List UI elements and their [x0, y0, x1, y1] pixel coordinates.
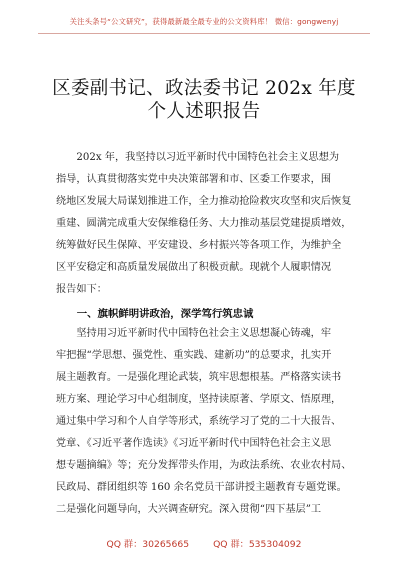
text-line: 党章、《习近平著作选读》《习近平新时代中国特色社会主义思	[56, 438, 332, 449]
text-line: 统筹做好民生保障、平安建设、乡村振兴等各项工作，为维护全	[56, 240, 342, 251]
text-line: 牢把握“学思想、强党性、重实践、建新功”的总要求，扎实开	[56, 350, 332, 361]
footer-qq-group-2: QQ 群：535304092	[213, 539, 302, 550]
text-line: 展主题教育。一是强化理论武装，筑牢思想根基。严格落实读书	[56, 372, 342, 383]
section-heading: 一、旗帜鲜明讲政治，深学笃行筑忠诚	[56, 308, 254, 320]
footer-contact	[0, 536, 408, 550]
document-title	[0, 77, 408, 123]
text-line: 重建、圆满完成重大安保维稳任务、大力推动基层党建提质增效，	[56, 218, 352, 229]
text-line: 坚持用习近平新时代中国特色社会主义思想凝心铸魂，牢	[56, 328, 332, 339]
text-line: 通过集中学习和个人自学等形式，系统学习了党的二十大报告、	[56, 416, 342, 427]
text-line: 想专题摘编》等；充分发挥带头作用，为政法系统、农业农村局、	[56, 460, 352, 471]
title-line-1: 区委副书记、政法委书记 202x 年度	[52, 78, 356, 99]
header-divider	[38, 33, 370, 34]
text-line: 班方案、理论学习中心组制度，坚持读原著、学原文、悟原理，	[56, 394, 342, 405]
text-line: 绕地区发展大局谋划推进工作，全力推动抢险救灾攻坚和灾后恢复	[56, 196, 352, 207]
text-line: 报告如下：	[56, 284, 107, 295]
text-line: 民政局、群团组织等 160 余名党员干部讲授主题教育专题党课。	[56, 482, 347, 493]
text-line: 二是强化问题导向，大兴调查研究。深入贯彻“四下基层”工	[56, 504, 322, 515]
text-line: 指导，认真贯彻落实党中央决策部署和市、区委工作要求，围	[56, 174, 332, 185]
footer-qq-group-1: QQ 群：30265665	[106, 539, 190, 550]
text-line: 区平安稳定和高质量发展做出了积极贡献。现就个人履职情况	[56, 262, 332, 273]
header-banner: 关注头条号“公文研究”，获得最新最全最专业的公文资料库！ 微信：gongwenyj	[69, 17, 339, 26]
title-line-2: 个人述职报告	[147, 101, 261, 122]
text-line: 202x 年，我坚持以习近平新时代中国特色社会主义思想为	[56, 152, 340, 163]
